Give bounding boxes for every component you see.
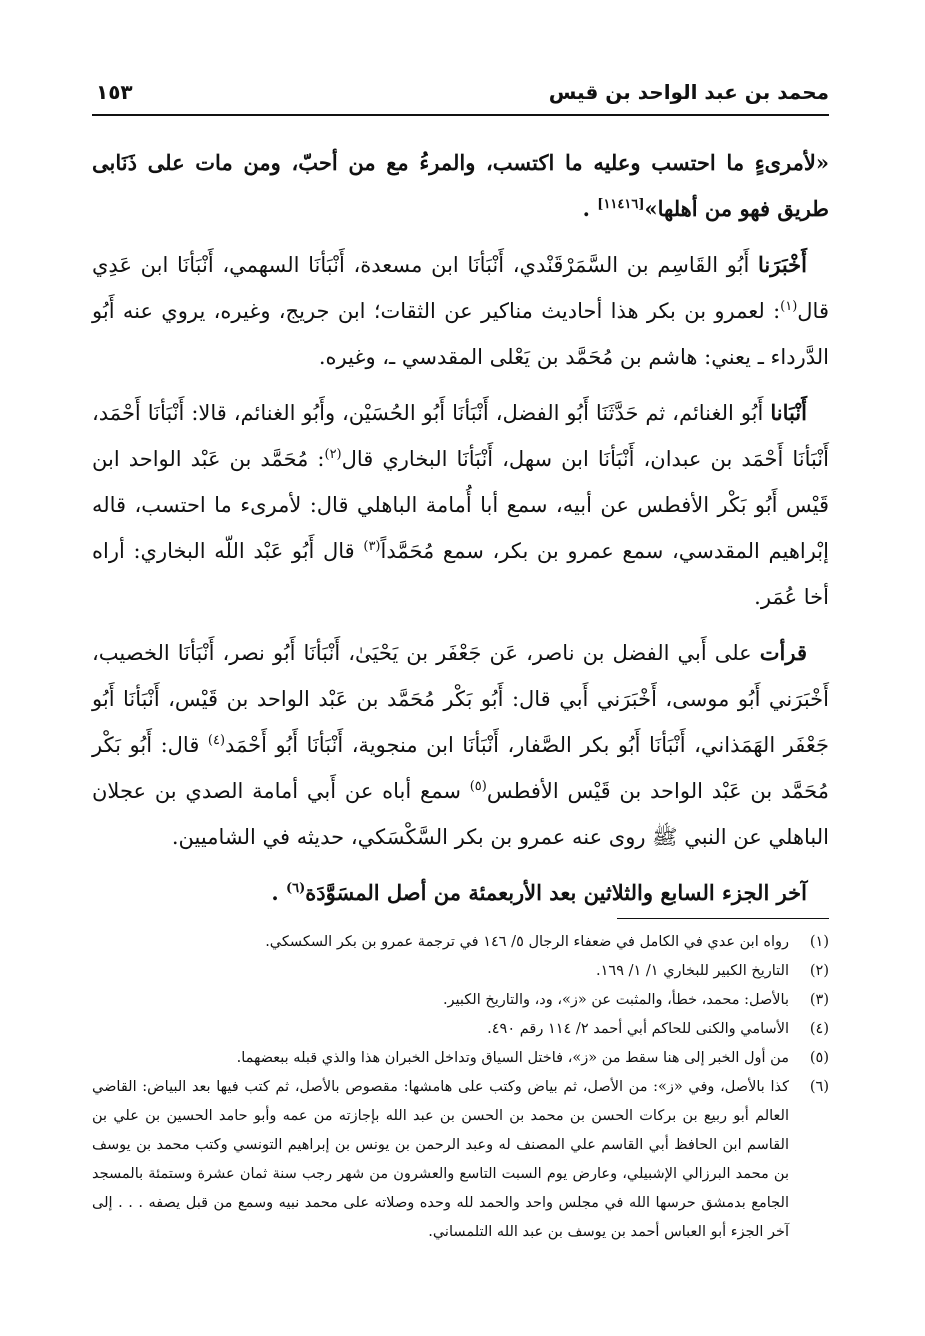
end-of-part-text: آخر الجزء السابع والثلاثين بعد الأربعمئة من أصل المسَوَّدَة bbox=[305, 880, 807, 905]
paragraph-text: سمع أباه عن أَبي أمامة الصدي بن عجلان الباهلي عن النبي ﷺ روى عنه عمرو بن بكر السَّكْسَكي، حديثه في الشاميين. bbox=[92, 779, 829, 849]
footnote bbox=[92, 957, 829, 986]
paragraph-text: أَبُو القَاسِم بن السَّمَرْقَنْدي، أَنْبَأنَا ابن مسعدة، أَنْبَأنَا السهمي، أَنْبَأنَا ابن عَدِي قال bbox=[92, 253, 829, 323]
footnote-text: التاريخ الكبير للبخاري ١/ ١/ ١٦٩. bbox=[596, 963, 789, 979]
paragraph-text: قال: أَبُو بَكْر مُحَمَّد بن عَبْد الواحد بن قَيْس الأفطس bbox=[92, 733, 829, 803]
footnote-number: (٦) bbox=[809, 1079, 829, 1095]
page-header bbox=[96, 72, 829, 112]
paragraph-text: أَبُو الغنائم، ثم حَدَّثَنَا أَبُو الفضل، أَنْبَأنَا أَبُو الحُسَيْن، وأَبُو الغنائم، قالا: أَنْبَأنَا أَحْمَد، أَنْبَأنَا أَحْمَد بن عبدان، أَنْبَأنَا ابن سهل، أَنْبَأنَا البخاري قال bbox=[92, 401, 829, 471]
header-rule bbox=[92, 114, 829, 116]
footnote bbox=[92, 928, 829, 957]
hadith-tail: . bbox=[582, 196, 598, 221]
footnote-ref-4: (٤) bbox=[207, 733, 226, 748]
paragraph-hadith-text bbox=[92, 140, 829, 232]
footnote-text: كذا بالأصل، وفي «ز»: من الأصل، ثم بياض وكتب على هامشها: مقصوص بالأصل، ثم كتب فيها بعد البياض: القاضي العالم أبو ربيع بن بركات الحسن بن محمد بن الحسن بن عبد الله بإجازته من عمه وأبو حامد الحسين بن علي بن القاسم ابن الحافظ أبي القاسم علي المصنف له وعبد الرحمن بن يونس بن إبراهيم التونسي وكتب محمد بن يوسف بن محمد البرزالي الإشبيلي، وعارض يوم السبت التاسع والعشرون من شهر رجب سنة ثمان عشرة وستمئة بالمسجد الجامع بدمشق حرسها الله في مجلس واحد والحمد لله وحده وصلاته على محمد نبيه وسمع من قبل يصفه . . . إلى آخر الجزء أبو العباس أحمد بن يوسف بن عبد الله التلمساني. bbox=[92, 1079, 789, 1240]
hadith-text: «لأمرىءٍ ما احتسب وعليه ما اكتسب، والمرءُ مع من أحبّ، ومن مات على ذَنَابى طريق فهو من أهلها» bbox=[92, 150, 829, 221]
footnote bbox=[92, 1073, 829, 1247]
footnote-number: (٥) bbox=[809, 1050, 829, 1066]
paragraph-text: قال أَبُو عَبْد اللّه البخاري: أراه أخا عُمَر. bbox=[92, 539, 829, 609]
paragraph-lead-word: أَنْبَانا bbox=[770, 400, 807, 425]
paragraph-lead-word: أَخْبَرَنا bbox=[758, 252, 807, 277]
footnote-ref-1: (١) bbox=[780, 299, 798, 314]
footnote-text: الأسامي والكنى للحاكم أبي أحمد ٢/ ١١٤ رقم ٤٩٠. bbox=[487, 1021, 789, 1037]
footnote-ref-6: (٦) bbox=[285, 881, 306, 896]
running-title: محمد بن عبد الواحد بن قيس bbox=[548, 80, 829, 104]
main-text bbox=[92, 140, 829, 926]
footnote-ref-2: (٢) bbox=[324, 447, 342, 462]
footnotes bbox=[92, 928, 829, 1247]
footnote-text: بالأصل: محمد، خطأ، والمثبت عن «ز»، ود، والتاريخ الكبير. bbox=[442, 992, 789, 1008]
hadith-number: [١١٤١٦] bbox=[597, 197, 645, 212]
footnote-number: (٢) bbox=[809, 963, 829, 979]
footnote-number: (٤) bbox=[809, 1021, 829, 1037]
footnote-number: (٣) bbox=[809, 992, 829, 1008]
footnote-ref-3: (٣) bbox=[363, 539, 381, 554]
footnote-separator bbox=[617, 918, 829, 919]
page-number: ١٥٣ bbox=[96, 80, 133, 104]
paragraph-text: : لعمرو بن بكر هذا أحاديث مناكير عن الثقات؛ ابن جريج، وغيره، يروي عنه أَبُو الدَّرداء ـ يعني: هاشم بن مُحَمَّد بن يَعْلى المقدسي ـ، وغيره. bbox=[92, 299, 829, 369]
paragraph-end-of-part bbox=[92, 870, 829, 916]
footnote-ref-5: (٥) bbox=[469, 779, 487, 794]
footnote bbox=[92, 1015, 829, 1044]
paragraph-lead-word: قرأت bbox=[759, 640, 807, 665]
paragraph-bukhari bbox=[92, 390, 829, 620]
footnote bbox=[92, 986, 829, 1015]
footnote-text: رواه ابن عدي في الكامل في ضعفاء الرجال ٥/ ١٤٦ في ترجمة عمرو بن بكر السكسكي. bbox=[265, 934, 789, 950]
paragraph-abu-musa bbox=[92, 630, 829, 860]
footnote-text: من أول الخبر إلى هنا سقط من «ز»، فاختل السياق وتداخل الخبران هذا والذي قبله ببعضهما. bbox=[236, 1050, 789, 1066]
footnote bbox=[92, 1044, 829, 1073]
paragraph-ibn-adi bbox=[92, 242, 829, 380]
footnote-number: (١) bbox=[809, 934, 829, 950]
paragraph-text: : مُحَمَّد بن عَبْد الواحد ابن قَيْس أَبُو بَكْر الأفطس عن أبيه، سمع أبا أُمامة الباهلي قال: لأمرىء ما احتسب، قاله إبْراهيم المقدسي، سمع عمرو بن بكر، سمع مُحَمَّداً bbox=[92, 447, 829, 563]
end-of-part-tail: . bbox=[271, 880, 286, 905]
paragraph-text: على أَبي الفضل بن ناصر، عَن جَعْفَر بن يَحْيَىٰ، أَنْبَأنَا أَبُو نصر، أَنْبَأنَا الخصيب، أَخْبَرَني أَبُو موسى، أَخْبَرَني أَبي قال: أَبُو بَكْر مُحَمَّد بن عَبْد الواحد بن قَيْس، أَنْبَأنَا أَبُو جَعْفَر الهَمَذاني، أَنْبَأنَا أَبُو بكر الصَّفار، أَنْبَأنَا ابن منجوية، أَنْبَأنَا أَبُو أَحْمَد bbox=[92, 641, 829, 757]
